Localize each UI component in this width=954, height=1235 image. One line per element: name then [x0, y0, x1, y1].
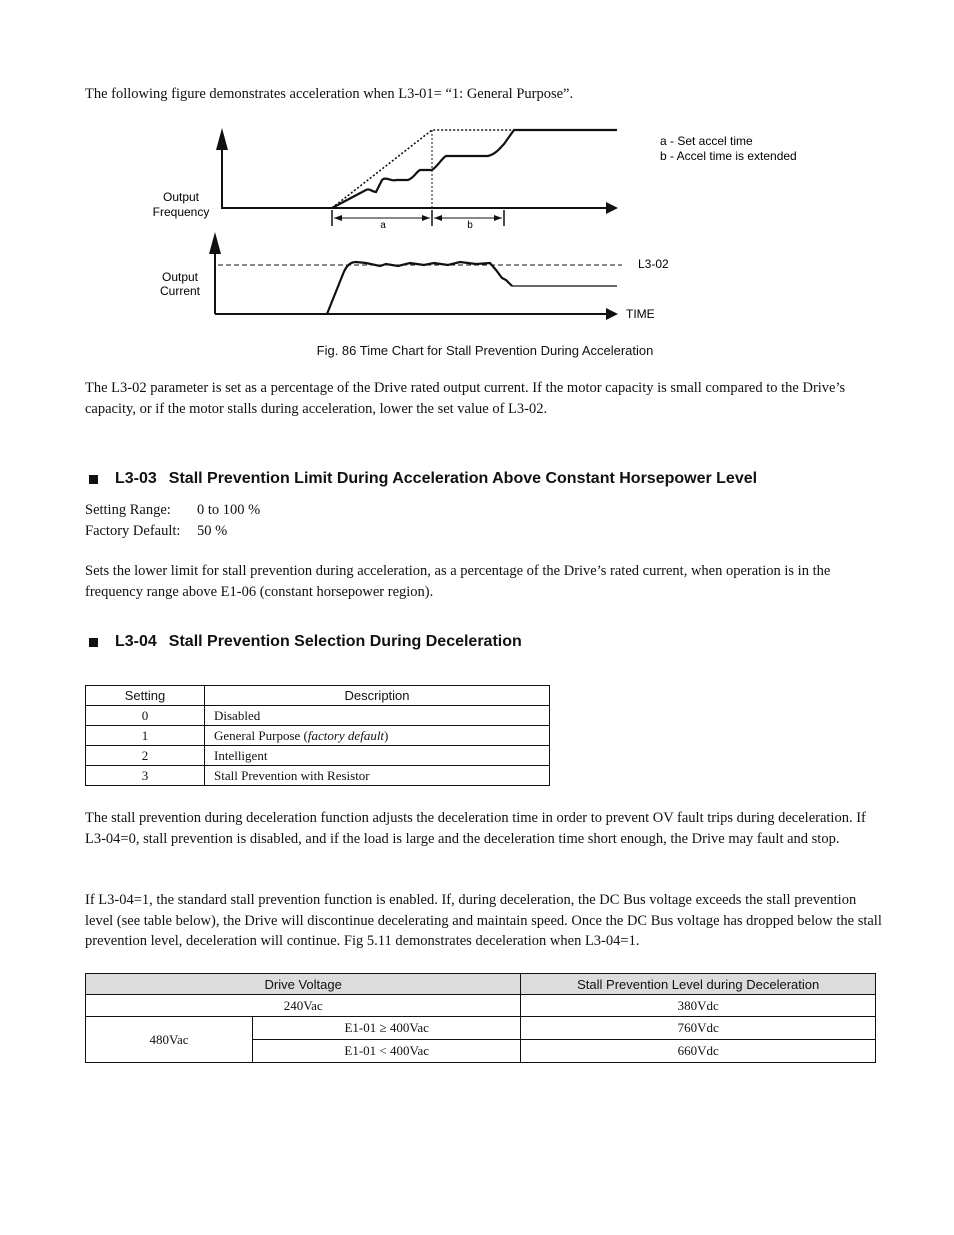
setting-value: 3: [86, 766, 205, 786]
l303-title: Stall Prevention Limit During Acceleration Above Constant Horsepower Level: [168, 470, 758, 487]
settings-table: [85, 685, 550, 786]
actual-frequency-line: [332, 130, 617, 208]
header-stall-level: Stall Prevention Level during Deceleration: [521, 974, 876, 995]
set-accel-dotted-line: [332, 130, 617, 208]
setting-description: Stall Prevention with Resistor: [205, 766, 550, 786]
freq-x-arrow: [606, 202, 618, 214]
label-l302: L3-02: [638, 257, 669, 271]
table-row: [86, 766, 550, 786]
label-b: b: [467, 220, 473, 231]
header-description: Description: [205, 686, 550, 706]
para-l302: The L3-02 parameter is set as a percentage of the Drive rated output current. If the motor capacity is small compared to the Drive’s capacity, or if the motor stalls during acceleration, lower the set value of L3-02.: [85, 380, 846, 417]
level-cell: 660Vdc: [521, 1040, 876, 1063]
l304-para1: The stall prevention during deceleration function adjusts the deceleration time in order to prevent OV fault trips during deceleration. If L3-04=0, stall prevention is disabled, and if the load is large and the deceleration time short enough, the Drive may fault and stop.: [85, 810, 866, 847]
current-y-arrow: [209, 232, 221, 254]
l303-code: L3-03: [115, 470, 157, 487]
label-output-frequency-2: Frequency: [152, 205, 210, 219]
legend-a: a - Set accel time: [660, 134, 753, 148]
condition-cell: E1-01 < 400Vac: [253, 1040, 521, 1063]
l304-code: L3-04: [115, 633, 157, 650]
setting-description: Disabled: [205, 706, 550, 726]
figure-caption: Fig. 86 Time Chart for Stall Prevention During Acceleration: [316, 343, 654, 358]
header-setting: Setting: [86, 686, 205, 706]
label-time: TIME: [626, 307, 655, 321]
legend-b: b - Accel time is extended: [660, 149, 797, 163]
setting-value: 1: [86, 726, 205, 746]
default-label: Factory Default:: [85, 523, 181, 539]
current-x-arrow: [606, 308, 618, 320]
bullet-square-icon: [89, 475, 98, 484]
setting-value: 2: [86, 746, 205, 766]
setting-value: 0: [86, 706, 205, 726]
table-row: [86, 995, 876, 1017]
setting-description: Intelligent: [205, 746, 550, 766]
table-row: [86, 746, 550, 766]
table-row: [86, 1017, 876, 1040]
l304-para2: If L3-04=1, the standard stall prevention function is enabled. If, during deceleration, the DC Bus voltage exceeds the stall prevention level (see table below), the Drive will discontinue decelerating and maintain speed. Once the DC Bus voltage has dropped below the stall prevention level, deceleration will continue. Fig 5.11 demonstrates deceleration when L3-04=1.: [85, 892, 882, 949]
condition-cell: E1-01 ≥ 400Vac: [253, 1017, 521, 1040]
voltage-table: [85, 973, 876, 1063]
label-output-current-1: Output: [161, 270, 199, 284]
default-value: 50 %: [197, 523, 228, 539]
voltage-cell: 480Vac: [86, 1017, 253, 1063]
setting-description: General Purpose (factory default): [205, 726, 550, 746]
l304-title: Stall Prevention Selection During Deceleration: [168, 633, 522, 650]
voltage-cell: 240Vac: [86, 995, 521, 1017]
freq-y-arrow: [216, 128, 228, 150]
label-output-current-2: Current: [159, 284, 201, 298]
output-current-line: [327, 262, 512, 314]
header-drive-voltage: Drive Voltage: [86, 974, 521, 995]
l303-settings: [85, 500, 260, 542]
range-value: 0 to 100 %: [197, 502, 261, 518]
table-row: [86, 726, 550, 746]
label-output-frequency-1: Output: [162, 190, 200, 204]
label-a: a: [380, 220, 386, 231]
level-cell: 380Vdc: [521, 995, 876, 1017]
heading-l304: [89, 633, 522, 651]
heading-l303: [89, 470, 757, 488]
level-cell: 760Vdc: [521, 1017, 876, 1040]
range-label: Setting Range:: [85, 502, 171, 518]
bullet-square-icon: [89, 638, 98, 647]
intro-text: The following figure demonstrates acceleration when L3-01= “1: General Purpose”.: [85, 86, 574, 102]
time-chart-figure: [0, 120, 954, 335]
table-row: [86, 706, 550, 726]
l303-description: Sets the lower limit for stall prevention during acceleration, as a percentage of the Drive’s rated current, when operation is in the frequency range above E1-06 (constant horsepower region).: [85, 563, 831, 600]
